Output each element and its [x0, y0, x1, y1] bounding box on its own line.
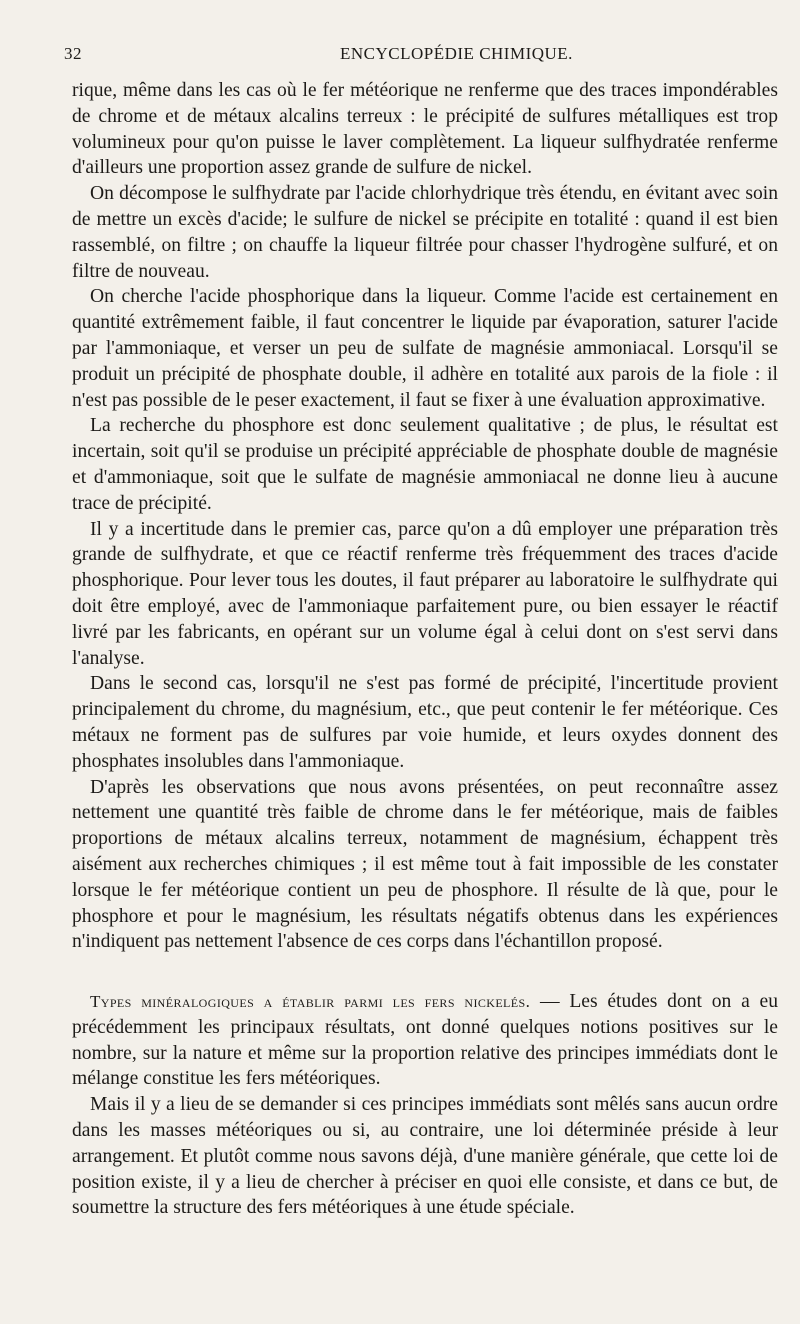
- page-number: 32: [64, 44, 82, 63]
- paragraph: La recherche du phosphore est donc seulement qualitative ; de plus, le résultat est incertain, soit qu'il se produise un précipité appréciable de phosphate double de magnésie et d'ammoniaque, soit que le sulfate de magnésie ammoniacal ne donne lieu à aucune trace de précipité.: [72, 415, 778, 514]
- paragraph: On décompose le sulfhydrate par l'acide chlorhydrique très étendu, en évitant avec soin de mettre un excès d'acide; le sulfure de nickel se précipite en totalité : quand il est bien rassemblé, on filtre ; on chauffe la liqueur filtrée pour chasser l'hydrogène sulfuré, et on filtre de nouveau.: [72, 183, 778, 282]
- body-text: [72, 78, 778, 1221]
- paragraph: On cherche l'acide phosphorique dans la liqueur. Comme l'acide est certainement en quantité extrêmement faible, il faut concentrer le liquide par évaporation, saturer l'acide par l'ammoniaque, et verser un peu de sulfate de magnésie ammoniacal. Lorsqu'il se produit un précipité de phosphate double, il adhère en totalité aux parois de la fiole : il n'est pas possible de le peser exactement, il faut se fixer à une évaluation approximative.: [72, 286, 778, 411]
- section-paragraph: [72, 989, 778, 1092]
- paragraph: rique, même dans les cas où le fer météorique ne renferme que des traces impondérables de chrome et de métaux alcalins terreux : le précipité de sulfures métalliques est trop volumineux pour qu'on puisse le laver complètement. La liqueur sulfhydratée renferme d'ailleurs une proportion assez grande de sulfure de nickel.: [72, 80, 778, 179]
- paragraph: Mais il y a lieu de se demander si ces principes immédiats sont mêlés sans aucun ordre dans les masses météoriques ou si, au contraire, une loi déterminée préside à leur arrangement. Et plutôt comme nous savons déjà, d'une manière générale, que cette loi de position existe, il y a lieu de chercher à préciser en quoi elle consiste, et dans ce but, de soumettre la structure des fers météoriques à une étude spéciale.: [72, 1094, 778, 1219]
- paragraph: D'après les observations que nous avons présentées, on peut reconnaître assez nettement une quantité très faible de chrome dans le fer météorique, mais de faibles proportions de métaux alcalins terreux, notamment de magnésium, échappent très aisément aux recherches chimiques ; il est même tout à fait impossible de les constater lorsque le fer météorique contient un peu de phosphore. Il résulte de là que, pour le phosphore et pour le magnésium, les résultats négatifs obtenus dans les expériences n'indiquent pas nettement l'absence de ces corps dans l'échantillon proposé.: [72, 776, 778, 953]
- section-heading-text: — Les études dont on a eu précédemment les principaux résultats, ont donné quelques notions positives sur le nombre, sur la nature et même sur la proportion relative des principes immédiats dont le mélange constitue les fers météoriques.: [72, 991, 778, 1090]
- paragraph: Il y a incertitude dans le premier cas, parce qu'on a dû employer une préparation très grande de sulfhydrate, et que ce réactif renferme très fréquemment des traces d'acide phosphorique. Pour lever tous les doutes, il faut préparer au laboratoire le sulfhydrate qui doit être employé, avec de l'ammoniaque parfaitement pure, ou bien essayer le réactif livré par les fabricants, en opérant sur un volume égal à celui dont on s'est servi dans l'analyse.: [72, 518, 778, 669]
- running-head: ENCYCLOPÉDIE CHIMIQUE.: [340, 44, 573, 63]
- section-spacer: [72, 955, 778, 989]
- paragraph: Dans le second cas, lorsqu'il ne s'est pas formé de précipité, l'incertitude provient principalement du chrome, du magnésium, etc., que peut contenir le fer météorique. Ces métaux ne forment pas de sulfures par voie humide, et leurs oxydes donnent des phosphates insolubles dans l'ammoniaque.: [72, 673, 778, 772]
- section-heading: Types minéralogiques a établir parmi les fers nickelés.: [90, 992, 531, 1012]
- page-header: [64, 44, 778, 78]
